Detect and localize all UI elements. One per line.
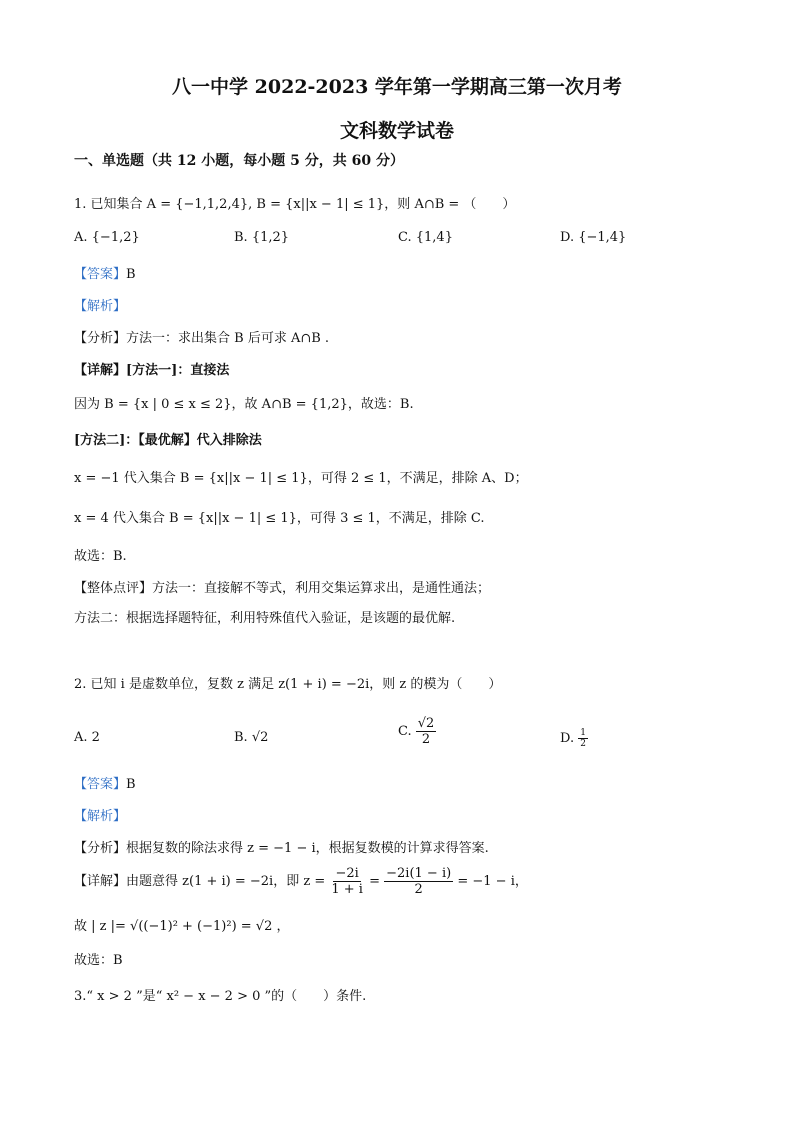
detail-tag: 【详解】 [74,874,127,889]
q2-option-b [234,730,268,745]
fraction-denominator: 2 [421,732,431,747]
q1-option-b: B. {1,2} [234,230,290,245]
option-c-label: C. [398,724,412,739]
fraction-denominator: 2 [414,882,423,897]
detail-fraction-1 [329,866,365,897]
q2-analysis [74,840,489,858]
q2-option-d [560,728,588,749]
q1-option-d: D. {−1,4} [560,230,627,245]
equals-sign: = [369,874,380,889]
analysis-tag: 【分析】 [74,841,127,856]
detail-text: [方法一]：直接法 [126,363,230,378]
q2-answer [74,776,136,794]
q1-line3: x = 4 代入集合 B = {x||x − 1| ≤ 1}，可得 3 ≤ 1，不满足，排除 C. [74,511,485,526]
q3-stem: 3.“ x > 2 ”是“ x² − x − 2 > 0 ”的（ ）条件. [74,989,367,1004]
q1-line2: x = −1 代入集合 B = {x||x − 1| ≤ 1}，可得 2 ≤ 1，不满足，排除 A、D； [74,471,528,486]
q1-detail [74,362,229,380]
fraction-numerator: −2i [335,866,359,881]
q2-line1: 故 | z |= √((−1)² + (−1)²) = √2 ， [74,919,290,934]
fraction-denominator: 2 [580,739,586,749]
answer-tag: 【答案】 [74,777,127,792]
page-subtitle: 文科数学试卷 [339,120,454,142]
fraction-denominator: 1 + i [331,882,363,897]
option-c-fraction [416,716,437,747]
q1-answer [74,266,136,284]
answer-tag: 【答案】 [74,267,127,282]
answer-value: B [126,267,136,282]
q1-stem: 1. 已知集合 A = {−1,1,2,4}, B = {x||x − 1| ≤ 1}，则 A∩B = （ ） [74,197,516,212]
q1-line4: 故选：B. [74,549,127,564]
option-d-fraction [578,728,588,749]
analysis-tag: 【分析】 [74,331,127,346]
q2-option-a: A. 2 [74,730,100,745]
q2-option-c [398,716,436,747]
answer-value: B [126,777,136,792]
q1-analysis [74,330,329,348]
q1-option-c: C. {1,4} [398,230,453,245]
q1-line5: 方法二：根据选择题特征，利用特殊值代入验证，是该题的最优解. [74,611,456,626]
detail-tag: 【详解】 [74,363,127,378]
page-title: 八一中学 2022-2023 学年第一学期高三第一次月考 [172,76,622,98]
section-heading: 一、单选题（共 12 小题，每小题 5 分，共 60 分） [74,153,404,169]
option-d-label: D. [560,731,575,746]
q1-method2: [方法二]：【最优解】代入排除法 [74,433,262,448]
q2-jiexi-tag: 【解析】 [74,809,127,824]
q1-jiexi-tag: 【解析】 [74,299,127,314]
analysis-text: 方法一：求出集合 B 后可求 A∩B . [126,331,330,346]
q2-line2: 故选：B [74,953,123,968]
fraction-numerator: √2 [417,716,435,731]
review-tag: 【整体点评】 [74,581,153,596]
option-b-value: √2 [251,730,269,745]
q1-review [74,580,490,598]
q2-stem: 2. 已知 i 是虚数单位，复数 z 满足 z(1 + i) = −2i，则 z 的模为（ ） [74,677,502,692]
detail-pre: 由题意得 z(1 + i) = −2i，即 z = [126,874,326,889]
q1-line1: 因为 B = {x | 0 ≤ x ≤ 2}，故 A∩B = {1,2}，故选：B. [74,397,414,412]
fraction-numerator: 1 [580,728,586,738]
option-b-label: B. [234,730,248,745]
q2-detail [74,866,528,897]
q1-option-a: A. {−1,2} [74,230,140,245]
detail-post: = −1 − i， [457,874,528,889]
analysis-text: 根据复数的除法求得 z = −1 − i，根据复数模的计算求得答案. [126,841,489,856]
review-text: 方法一：直接解不等式，利用交集运算求出，是通性通法； [152,581,491,596]
detail-fraction-2 [384,866,453,897]
fraction-numerator: −2i(1 − i) [386,866,452,881]
